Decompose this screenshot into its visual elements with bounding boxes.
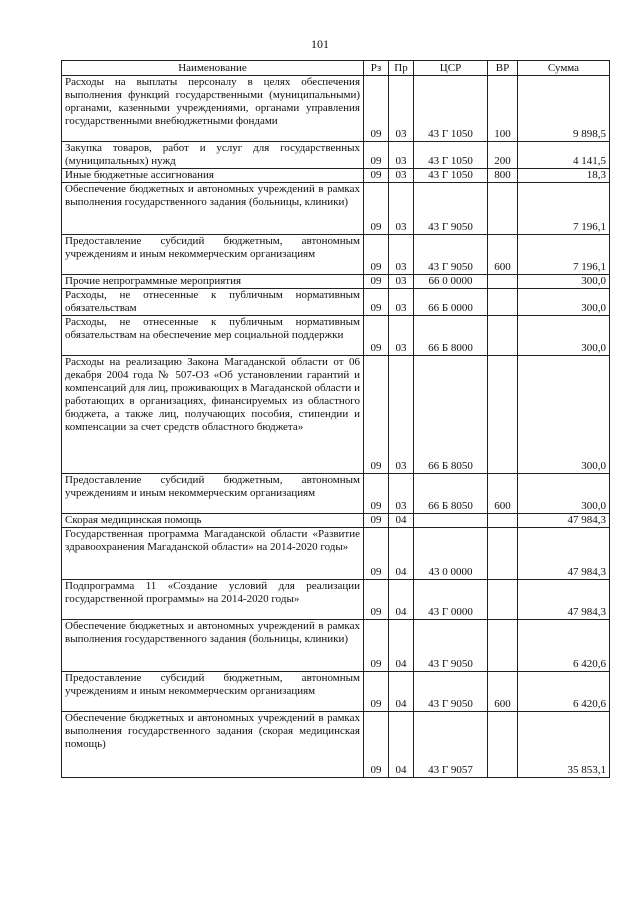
cell-rz: 09 bbox=[364, 580, 389, 620]
table-row bbox=[62, 474, 610, 514]
cell-vr: 200 bbox=[488, 142, 518, 169]
cell-pr: 03 bbox=[389, 356, 414, 474]
cell-pr: 04 bbox=[389, 528, 414, 580]
cell-rz: 09 bbox=[364, 620, 389, 672]
table-row bbox=[62, 528, 610, 580]
header-rz: Рз bbox=[364, 61, 389, 76]
table-row bbox=[62, 142, 610, 169]
cell-csr: 43 Г 9050 bbox=[414, 183, 488, 235]
cell-pr: 04 bbox=[389, 514, 414, 528]
cell-pr: 03 bbox=[389, 142, 414, 169]
cell-pr: 03 bbox=[389, 183, 414, 235]
cell-vr: 600 bbox=[488, 672, 518, 712]
cell-vr bbox=[488, 712, 518, 778]
cell-name: Иные бюджетные ассигнования bbox=[62, 169, 364, 183]
cell-vr bbox=[488, 514, 518, 528]
cell-sum: 35 853,1 bbox=[518, 712, 610, 778]
cell-name: Предоставление субсидий бюджетным, автономным учреждениям и иным некоммерческим организациям bbox=[62, 235, 364, 275]
table-row bbox=[62, 712, 610, 778]
cell-csr: 66 Б 0000 bbox=[414, 289, 488, 316]
table-row bbox=[62, 620, 610, 672]
cell-vr bbox=[488, 528, 518, 580]
cell-vr: 100 bbox=[488, 76, 518, 142]
cell-vr: 600 bbox=[488, 474, 518, 514]
table-header bbox=[62, 61, 610, 76]
cell-sum: 18,3 bbox=[518, 169, 610, 183]
cell-sum: 6 420,6 bbox=[518, 620, 610, 672]
cell-vr bbox=[488, 183, 518, 235]
cell-name: Обеспечение бюджетных и автономных учреждений в рамках выполнения государственного задания (скорая медицинская помощь) bbox=[62, 712, 364, 778]
header-vr: ВР bbox=[488, 61, 518, 76]
cell-sum: 47 984,3 bbox=[518, 528, 610, 580]
cell-sum: 300,0 bbox=[518, 289, 610, 316]
budget-table bbox=[61, 60, 610, 778]
cell-rz: 09 bbox=[364, 672, 389, 712]
cell-csr: 43 Г 1050 bbox=[414, 142, 488, 169]
cell-sum: 4 141,5 bbox=[518, 142, 610, 169]
table-row bbox=[62, 169, 610, 183]
cell-sum: 47 984,3 bbox=[518, 514, 610, 528]
cell-csr: 43 0 0000 bbox=[414, 528, 488, 580]
cell-rz: 09 bbox=[364, 474, 389, 514]
table-row bbox=[62, 356, 610, 474]
cell-rz: 09 bbox=[364, 514, 389, 528]
cell-name: Расходы на реализацию Закона Магаданской области от 06 декабря 2004 года № 507-ОЗ «Об установлении гарантий и компенсаций для лиц, проживающих в Магаданской области и работающих в организациях, финансируемых из областного бюджета, а также лиц, получающих пособия, стипендии и компенсации за счет средств областного бюджета» bbox=[62, 356, 364, 474]
page-number: 101 bbox=[311, 37, 329, 51]
cell-sum: 7 196,1 bbox=[518, 183, 610, 235]
cell-name: Закупка товаров, работ и услуг для государственных (муниципальных) нужд bbox=[62, 142, 364, 169]
cell-sum: 7 196,1 bbox=[518, 235, 610, 275]
cell-rz: 09 bbox=[364, 316, 389, 356]
cell-name: Предоставление субсидий бюджетным, автономным учреждениям и иным некоммерческим организациям bbox=[62, 672, 364, 712]
cell-pr: 04 bbox=[389, 580, 414, 620]
cell-pr: 03 bbox=[389, 275, 414, 289]
cell-name: Расходы, не отнесенные к публичным нормативным обязательствам bbox=[62, 289, 364, 316]
cell-csr: 66 0 0000 bbox=[414, 275, 488, 289]
table-row bbox=[62, 514, 610, 528]
cell-rz: 09 bbox=[364, 235, 389, 275]
cell-sum: 47 984,3 bbox=[518, 580, 610, 620]
cell-csr: 43 Г 9057 bbox=[414, 712, 488, 778]
cell-rz: 09 bbox=[364, 528, 389, 580]
cell-rz: 09 bbox=[364, 289, 389, 316]
cell-vr bbox=[488, 316, 518, 356]
cell-csr: 43 Г 9050 bbox=[414, 672, 488, 712]
cell-rz: 09 bbox=[364, 356, 389, 474]
cell-pr: 03 bbox=[389, 76, 414, 142]
table-row bbox=[62, 672, 610, 712]
cell-pr: 04 bbox=[389, 672, 414, 712]
cell-name: Предоставление субсидий бюджетным, автономным учреждениям и иным некоммерческим организациям bbox=[62, 474, 364, 514]
table-row bbox=[62, 235, 610, 275]
cell-rz: 09 bbox=[364, 142, 389, 169]
cell-rz: 09 bbox=[364, 712, 389, 778]
cell-name: Подпрограмма 11 «Создание условий для реализации государственной программы» на 2014-2020 годы» bbox=[62, 580, 364, 620]
cell-pr: 03 bbox=[389, 289, 414, 316]
cell-pr: 04 bbox=[389, 620, 414, 672]
cell-pr: 03 bbox=[389, 235, 414, 275]
cell-csr: 66 Б 8050 bbox=[414, 356, 488, 474]
cell-rz: 09 bbox=[364, 183, 389, 235]
cell-pr: 03 bbox=[389, 474, 414, 514]
cell-sum: 300,0 bbox=[518, 474, 610, 514]
cell-name: Обеспечение бюджетных и автономных учреждений в рамках выполнения государственного задания (больницы, клиники) bbox=[62, 620, 364, 672]
cell-vr: 600 bbox=[488, 235, 518, 275]
cell-csr: 43 Г 1050 bbox=[414, 76, 488, 142]
table-row bbox=[62, 289, 610, 316]
cell-sum: 300,0 bbox=[518, 316, 610, 356]
cell-rz: 09 bbox=[364, 76, 389, 142]
cell-name: Расходы, не отнесенные к публичным нормативным обязательствам на обеспечение мер социальной поддержки bbox=[62, 316, 364, 356]
cell-vr bbox=[488, 289, 518, 316]
cell-name: Государственная программа Магаданской области «Развитие здравоохранения Магаданской области» на 2014-2020 годы» bbox=[62, 528, 364, 580]
table-row bbox=[62, 275, 610, 289]
cell-pr: 03 bbox=[389, 169, 414, 183]
cell-vr bbox=[488, 620, 518, 672]
cell-sum: 300,0 bbox=[518, 275, 610, 289]
cell-csr: 43 Г 9050 bbox=[414, 620, 488, 672]
header-pr: Пр bbox=[389, 61, 414, 76]
cell-csr: 43 Г 1050 bbox=[414, 169, 488, 183]
cell-vr bbox=[488, 275, 518, 289]
header-csr: ЦСР bbox=[414, 61, 488, 76]
cell-vr bbox=[488, 580, 518, 620]
table-row bbox=[62, 316, 610, 356]
table-row bbox=[62, 183, 610, 235]
cell-name: Расходы на выплаты персоналу в целях обеспечения выполнения функций государственными (муниципальными) органами, казенными учреждениями, органами управления государственными внебюджетными фондами bbox=[62, 76, 364, 142]
cell-csr: 66 Б 8000 bbox=[414, 316, 488, 356]
cell-csr bbox=[414, 514, 488, 528]
header-row bbox=[62, 61, 610, 76]
table-body bbox=[62, 76, 610, 778]
table-row bbox=[62, 76, 610, 142]
cell-pr: 04 bbox=[389, 712, 414, 778]
header-name: Наименование bbox=[62, 61, 364, 76]
cell-name: Прочие непрограммные мероприятия bbox=[62, 275, 364, 289]
cell-vr: 800 bbox=[488, 169, 518, 183]
cell-sum: 9 898,5 bbox=[518, 76, 610, 142]
cell-name: Скорая медицинская помощь bbox=[62, 514, 364, 528]
cell-csr: 43 Г 0000 bbox=[414, 580, 488, 620]
cell-csr: 43 Г 9050 bbox=[414, 235, 488, 275]
cell-sum: 6 420,6 bbox=[518, 672, 610, 712]
cell-rz: 09 bbox=[364, 169, 389, 183]
cell-vr bbox=[488, 356, 518, 474]
cell-name: Обеспечение бюджетных и автономных учреждений в рамках выполнения государственного задания (больницы, клиники) bbox=[62, 183, 364, 235]
header-sum: Сумма bbox=[518, 61, 610, 76]
cell-csr: 66 Б 8050 bbox=[414, 474, 488, 514]
table-row bbox=[62, 580, 610, 620]
cell-rz: 09 bbox=[364, 275, 389, 289]
cell-sum: 300,0 bbox=[518, 356, 610, 474]
cell-pr: 03 bbox=[389, 316, 414, 356]
